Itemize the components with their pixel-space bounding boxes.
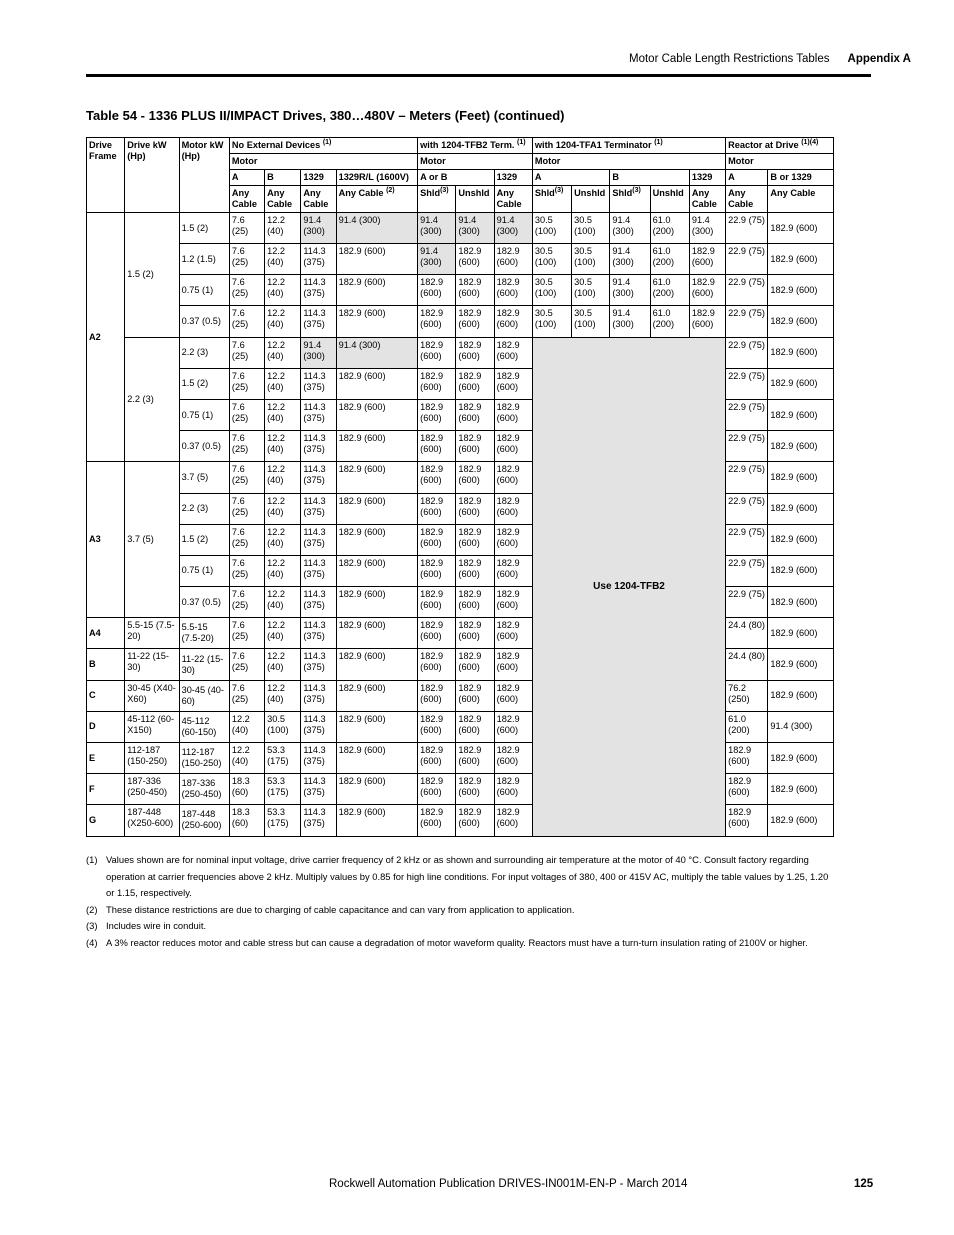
frame-a2: A2 [87, 213, 125, 462]
table-cell: 53.3 (175) [265, 774, 301, 805]
table-cell: 182.9 (600) [494, 306, 532, 337]
table-cell: 182.9 (600) [336, 587, 418, 618]
table-cell: 182.9 (600) [456, 275, 494, 306]
table-cell: 22.9 (75) [726, 555, 768, 586]
table-cell: 7.6 (25) [229, 337, 264, 368]
table-cell: 182.9 (600) [456, 244, 494, 275]
table-cell: 7.6 (25) [229, 493, 264, 524]
table-cell: 182.9 (600) [418, 743, 456, 774]
table-cell: 22.9 (75) [726, 337, 768, 368]
table-cell: 182.9 (600) [336, 555, 418, 586]
table-cell: 182.9 (600) [726, 743, 768, 774]
motor-b-or-1329: B or 1329 [768, 170, 834, 186]
table-cell: 182.9 (600) [336, 774, 418, 805]
table-cell: 12.2 (40) [265, 462, 301, 493]
motor-kw: 0.75 (1) [179, 399, 229, 430]
table-cell: 91.4 (300) [418, 244, 456, 275]
table-cell: 182.9 (600) [456, 743, 494, 774]
motor-kw: 0.37 (0.5) [179, 431, 229, 462]
table-title: Table 54 - 1336 PLUS II/IMPACT Drives, 380…480V – Meters (Feet) (continued) [86, 108, 565, 123]
col-drive-kw: Drive kW (Hp) [125, 138, 179, 213]
motor-kw: 0.37 (0.5) [179, 306, 229, 337]
table-cell: 12.2 (40) [229, 743, 264, 774]
table-cell: 182.9 (600) [456, 493, 494, 524]
table-row [87, 244, 834, 275]
table-cell: 91.4 (300) [610, 275, 650, 306]
table-cell: 182.9 (600) [336, 618, 418, 649]
table-cell: 22.9 (75) [726, 587, 768, 618]
table-cell: 22.9 (75) [726, 399, 768, 430]
frame-f: F [87, 774, 125, 805]
table-cell: 182.9 (600) [768, 774, 834, 805]
use-tfb2-note: Use 1204-TFB2 [532, 337, 725, 836]
table-cell: 12.2 (40) [265, 368, 301, 399]
table-cell: 61.0 (200) [650, 275, 689, 306]
motor-a: A [532, 170, 609, 186]
table-cell: 7.6 (25) [229, 524, 264, 555]
table-cell: 7.6 (25) [229, 368, 264, 399]
table-cell: 7.6 (25) [229, 462, 264, 493]
frame-c: C [87, 680, 125, 711]
table-cell: 182.9 (600) [418, 587, 456, 618]
table-cell: 182.9 (600) [336, 306, 418, 337]
table-cell: 182.9 (600) [456, 399, 494, 430]
table-cell: 12.2 (40) [265, 306, 301, 337]
table-cell: 182.9 (600) [494, 244, 532, 275]
publication-footer: Rockwell Automation Publication DRIVES-IN001M-EN-P - March 2014 [329, 1178, 688, 1190]
table-cell: 182.9 (600) [768, 649, 834, 680]
table-cell: 91.4 (300) [610, 244, 650, 275]
unshld: Unshld [456, 186, 494, 213]
unshld: Unshld [572, 186, 610, 213]
table-cell: 182.9 (600) [336, 711, 418, 742]
table-cell: 182.9 (600) [336, 399, 418, 430]
table-cell: 182.9 (600) [456, 618, 494, 649]
motor-1329: 1329 [494, 170, 532, 186]
col-no-external-devices: No External Devices $^{(1)}$ [229, 138, 417, 154]
motor-kw: 0.37 (0.5) [179, 587, 229, 618]
cable-length-table [86, 137, 834, 837]
drive-kw: 2.2 (3) [125, 337, 179, 462]
table-cell: 114.3 (375) [301, 711, 336, 742]
table-cell: 182.9 (600) [768, 213, 834, 244]
table-cell: 114.3 (375) [301, 524, 336, 555]
table-cell: 182.9 (600) [418, 306, 456, 337]
table-cell: 182.9 (600) [689, 306, 725, 337]
table-cell: 182.9 (600) [494, 399, 532, 430]
table-cell: 61.0 (200) [650, 213, 689, 244]
table-cell: 182.9 (600) [494, 555, 532, 586]
table-cell: 182.9 (600) [494, 711, 532, 742]
table-cell: 182.9 (600) [418, 649, 456, 680]
page-number: 125 [854, 1178, 874, 1190]
drive-kw: 187-336 (250-450) [125, 774, 179, 805]
table-cell: 114.3 (375) [301, 774, 336, 805]
section-title: Motor Cable Length Restrictions Tables [629, 53, 830, 65]
table-cell: 182.9 (600) [418, 275, 456, 306]
table-cell: 7.6 (25) [229, 306, 264, 337]
table-cell: 182.9 (600) [418, 680, 456, 711]
motor-kw: 1.2 (1.5) [179, 244, 229, 275]
motor-label: Motor [229, 154, 417, 170]
table-cell: 182.9 (600) [456, 555, 494, 586]
table-cell: 182.9 (600) [336, 649, 418, 680]
table-cell: 12.2 (40) [265, 244, 301, 275]
table-cell: 53.3 (175) [265, 805, 301, 836]
table-row [87, 213, 834, 244]
table-cell: 182.9 (600) [418, 555, 456, 586]
table-cell: 182.9 (600) [418, 805, 456, 836]
table-cell: 114.3 (375) [301, 680, 336, 711]
table-cell: 182.9 (600) [768, 618, 834, 649]
table-cell: 91.4 (300) [336, 213, 418, 244]
motor-kw: 45-112 (60-150) [179, 711, 229, 742]
table-row [87, 337, 834, 368]
col-drive-frame: Drive Frame [87, 138, 125, 213]
table-cell: 30.5 (100) [572, 213, 610, 244]
table-cell: 182.9 (600) [768, 462, 834, 493]
table-cell: 182.9 (600) [336, 680, 418, 711]
frame-e: E [87, 743, 125, 774]
footnote: (3) Includes wire in conduit. [86, 920, 207, 931]
table-cell: 12.2 (40) [265, 399, 301, 430]
table-cell: 114.3 (375) [301, 618, 336, 649]
table-cell: 182.9 (600) [768, 431, 834, 462]
footnote: (2) These distance restrictions are due to charging of cable capacitance and can vary from application to application. [86, 903, 575, 915]
table-cell: 182.9 (600) [456, 711, 494, 742]
motor-kw: 5.5-15 (7.5-20) [179, 618, 229, 649]
table-cell: 12.2 (40) [265, 524, 301, 555]
table-cell: 182.9 (600) [494, 337, 532, 368]
table-cell: 182.9 (600) [494, 493, 532, 524]
table-cell: 182.9 (600) [336, 431, 418, 462]
table-cell: 182.9 (600) [768, 399, 834, 430]
table-cell: 182.9 (600) [418, 524, 456, 555]
drive-kw: 1.5 (2) [125, 213, 179, 338]
motor-kw: 187-448 (250-600) [179, 805, 229, 836]
table-cell: 182.9 (600) [456, 368, 494, 399]
table-cell: 91.4 (300) [301, 337, 336, 368]
motor-kw: 11-22 (15-30) [179, 649, 229, 680]
table-cell: 182.9 (600) [456, 306, 494, 337]
col-tfb2: with 1204-TFB2 Term. $^{(1)}$ [418, 138, 533, 154]
table-cell: 182.9 (600) [689, 244, 725, 275]
frame-a4: A4 [87, 618, 125, 649]
table-cell: 182.9 (600) [768, 555, 834, 586]
shld: Shld$^{(3)}$ [610, 186, 650, 213]
table-cell: 182.9 (600) [418, 399, 456, 430]
table-cell: 24.4 (80) [726, 649, 768, 680]
table-cell: 22.9 (75) [726, 306, 768, 337]
table-cell: 53.3 (175) [265, 743, 301, 774]
table-cell: 182.9 (600) [336, 275, 418, 306]
motor-kw: 0.75 (1) [179, 275, 229, 306]
drive-kw: 11-22 (15-30) [125, 649, 179, 680]
table-cell: 7.6 (25) [229, 618, 264, 649]
table-cell: 114.3 (375) [301, 649, 336, 680]
table-cell: 114.3 (375) [301, 275, 336, 306]
table-cell: 182.9 (600) [768, 680, 834, 711]
table-cell: 114.3 (375) [301, 587, 336, 618]
table-cell: 30.5 (100) [532, 213, 571, 244]
drive-kw: 45-112 (60-X150) [125, 711, 179, 742]
table-cell: 182.9 (600) [418, 618, 456, 649]
table-cell: 182.9 (600) [418, 711, 456, 742]
table-cell: 22.9 (75) [726, 462, 768, 493]
footnote: (1) Values shown are for nominal input voltage, drive carrier frequency of 2 kHz or as shown and surrounding air temperature at the motor of 40 °C. Consult factory regarding operation at carrier frequencies above 2 kHz. Multiply values by 0.85 for high line conditions. For input voltages of 380, 400 or 415V AC, multiply the table values by 1.25, 1.20 or 1.15, respectively. [86, 854, 829, 898]
table-cell: 182.9 (600) [494, 774, 532, 805]
table-cell: 22.9 (75) [726, 431, 768, 462]
table-cell: 91.4 (300) [689, 213, 725, 244]
table-cell: 7.6 (25) [229, 244, 264, 275]
table-cell: 182.9 (600) [456, 337, 494, 368]
table-cell: 22.9 (75) [726, 524, 768, 555]
drive-kw: 30-45 (X40-X60) [125, 680, 179, 711]
table-cell: 182.9 (600) [689, 275, 725, 306]
table-cell: 91.4 (300) [336, 337, 418, 368]
footnotes [86, 852, 834, 951]
table-cell: 114.3 (375) [301, 306, 336, 337]
table-cell: 12.2 (40) [265, 587, 301, 618]
header-rule [86, 74, 871, 77]
table-cell: 7.6 (25) [229, 399, 264, 430]
any-cable: Any Cable [768, 186, 834, 213]
frame-b: B [87, 649, 125, 680]
drive-kw: 3.7 (5) [125, 462, 179, 618]
motor-1329: 1329 [301, 170, 336, 186]
table-cell: 114.3 (375) [301, 555, 336, 586]
table-cell: 182.9 (600) [494, 805, 532, 836]
table-cell: 18.3 (60) [229, 774, 264, 805]
motor-kw: 1.5 (2) [179, 368, 229, 399]
table-cell: 182.9 (600) [494, 368, 532, 399]
table-cell: 182.9 (600) [418, 368, 456, 399]
table-cell: 182.9 (600) [768, 587, 834, 618]
table-cell: 182.9 (600) [494, 649, 532, 680]
table-cell: 182.9 (600) [456, 524, 494, 555]
col-motor-kw: Motor kW (Hp) [179, 138, 229, 213]
table-cell: 182.9 (600) [418, 493, 456, 524]
table-cell: 182.9 (600) [456, 805, 494, 836]
table-cell: 30.5 (100) [572, 306, 610, 337]
drive-kw: 187-448 (X250-600) [125, 805, 179, 836]
table-cell: 7.6 (25) [229, 275, 264, 306]
motor-kw: 2.2 (3) [179, 337, 229, 368]
table-cell: 30.5 (100) [265, 711, 301, 742]
table-cell: 182.9 (600) [336, 524, 418, 555]
motor-label: Motor [726, 154, 834, 170]
table-cell: 91.4 (300) [418, 213, 456, 244]
any-cable: Any Cable [265, 186, 301, 213]
table-cell: 182.9 (600) [726, 805, 768, 836]
table-cell: 76.2 (250) [726, 680, 768, 711]
table-cell: 182.9 (600) [494, 587, 532, 618]
footnote: (4) A 3% reactor reduces motor and cable stress but can cause a degradation of motor waveform quality. Reactors must have a turn-turn insulation rating of 2100V or higher. [86, 936, 808, 948]
table-cell: 7.6 (25) [229, 213, 264, 244]
table-cell: 7.6 (25) [229, 555, 264, 586]
table-cell: 182.9 (600) [768, 524, 834, 555]
table-cell: 182.9 (600) [768, 275, 834, 306]
table-cell: 182.9 (600) [418, 774, 456, 805]
col-tfa1: with 1204-TFA1 Terminator $^{(1)}$ [532, 138, 725, 154]
table-cell: 182.9 (600) [456, 649, 494, 680]
table-cell: 12.2 (40) [265, 431, 301, 462]
table-cell: 18.3 (60) [229, 805, 264, 836]
table-cell: 91.4 (300) [456, 213, 494, 244]
table-cell: 7.6 (25) [229, 680, 264, 711]
frame-g: G [87, 805, 125, 836]
table-cell: 182.9 (600) [456, 431, 494, 462]
table-cell: 182.9 (600) [456, 587, 494, 618]
motor-b: B [265, 170, 301, 186]
table-cell: 182.9 (600) [768, 493, 834, 524]
table-cell: 182.9 (600) [768, 306, 834, 337]
table-cell: 182.9 (600) [456, 680, 494, 711]
unshld: Unshld [650, 186, 689, 213]
table-cell: 91.4 (300) [494, 213, 532, 244]
table-cell: 12.2 (40) [265, 680, 301, 711]
table-cell: 24.4 (80) [726, 618, 768, 649]
table-cell: 30.5 (100) [572, 244, 610, 275]
table-cell: 182.9 (600) [336, 368, 418, 399]
table-cell: 114.3 (375) [301, 244, 336, 275]
table-cell: 12.2 (40) [229, 711, 264, 742]
frame-a3: A3 [87, 462, 125, 618]
table-cell: 114.3 (375) [301, 368, 336, 399]
table-cell: 114.3 (375) [301, 431, 336, 462]
table-cell: 114.3 (375) [301, 399, 336, 430]
table-cell: 91.4 (300) [610, 213, 650, 244]
motor-1329rl: 1329R/L (1600V) [336, 170, 418, 186]
any-cable: Any Cable [726, 186, 768, 213]
table-cell: 182.9 (600) [494, 680, 532, 711]
table-cell: 182.9 (600) [494, 275, 532, 306]
table-cell: 182.9 (600) [494, 618, 532, 649]
header-row-1 [87, 138, 834, 154]
table-cell: 182.9 (600) [768, 244, 834, 275]
motor-a: A [229, 170, 264, 186]
table-cell: 12.2 (40) [265, 275, 301, 306]
motor-kw: 1.5 (2) [179, 524, 229, 555]
any-cable: Any Cable [301, 186, 336, 213]
table-cell: 22.9 (75) [726, 493, 768, 524]
table-cell: 114.3 (375) [301, 805, 336, 836]
table-cell: 12.2 (40) [265, 649, 301, 680]
col-reactor: Reactor at Drive $^{(1)(4)}$ [726, 138, 834, 154]
table-cell: 182.9 (600) [494, 462, 532, 493]
motor-1329: 1329 [689, 170, 725, 186]
table-row [87, 275, 834, 306]
table-cell: 182.9 (600) [336, 462, 418, 493]
table-cell: 22.9 (75) [726, 213, 768, 244]
table-cell: 182.9 (600) [418, 431, 456, 462]
table-cell: 182.9 (600) [768, 368, 834, 399]
table-cell: 91.4 (300) [301, 213, 336, 244]
table-cell: 30.5 (100) [572, 275, 610, 306]
drive-kw: 5.5-15 (7.5-20) [125, 618, 179, 649]
table-cell: 7.6 (25) [229, 431, 264, 462]
table-cell: 114.3 (375) [301, 743, 336, 774]
frame-d: D [87, 711, 125, 742]
table-cell: 22.9 (75) [726, 244, 768, 275]
table-cell: 182.9 (600) [456, 462, 494, 493]
table-cell: 182.9 (600) [336, 493, 418, 524]
table-cell: 30.5 (100) [532, 244, 571, 275]
table-cell: 22.9 (75) [726, 368, 768, 399]
any-cable: Any Cable [229, 186, 264, 213]
table-cell: 91.4 (300) [768, 711, 834, 742]
motor-label: Motor [532, 154, 725, 170]
table-cell: 12.2 (40) [265, 213, 301, 244]
running-header [629, 53, 911, 65]
table-cell: 182.9 (600) [336, 743, 418, 774]
table-cell: 182.9 (600) [418, 462, 456, 493]
table-cell: 182.9 (600) [494, 431, 532, 462]
table-cell: 7.6 (25) [229, 587, 264, 618]
table-cell: 61.0 (200) [650, 244, 689, 275]
motor-b: B [610, 170, 690, 186]
shld: Shld$^{(3)}$ [418, 186, 456, 213]
table-cell: 182.9 (600) [494, 743, 532, 774]
table-cell: 182.9 (600) [418, 337, 456, 368]
appendix-label: Appendix A [847, 53, 911, 65]
table-cell: 91.4 (300) [610, 306, 650, 337]
table-row [87, 306, 834, 337]
any-cable: Any Cable [494, 186, 532, 213]
table-cell: 61.0 (200) [650, 306, 689, 337]
motor-a-or-b: A or B [418, 170, 494, 186]
table-cell: 12.2 (40) [265, 337, 301, 368]
table-cell: 182.9 (600) [336, 805, 418, 836]
motor-kw: 30-45 (40-60) [179, 680, 229, 711]
table-cell: 182.9 (600) [494, 524, 532, 555]
table-cell: 12.2 (40) [265, 555, 301, 586]
table-cell: 182.9 (600) [768, 743, 834, 774]
table-cell: 182.9 (600) [726, 774, 768, 805]
motor-a: A [726, 170, 768, 186]
table-cell: 182.9 (600) [456, 774, 494, 805]
motor-kw: 0.75 (1) [179, 555, 229, 586]
motor-kw: 2.2 (3) [179, 493, 229, 524]
table-cell: 22.9 (75) [726, 275, 768, 306]
table-cell: 7.6 (25) [229, 649, 264, 680]
table-cell: 182.9 (600) [336, 244, 418, 275]
table-cell: 182.9 (600) [768, 805, 834, 836]
table-cell: 12.2 (40) [265, 618, 301, 649]
table-cell: 12.2 (40) [265, 493, 301, 524]
any-cable: Any Cable $^{(2)}$ [336, 186, 418, 213]
any-cable: Any Cable [689, 186, 725, 213]
shld: Shld$^{(3)}$ [532, 186, 571, 213]
motor-kw: 112-187 (150-250) [179, 743, 229, 774]
table-cell: 30.5 (100) [532, 275, 571, 306]
table-cell: 61.0 (200) [726, 711, 768, 742]
motor-kw: 3.7 (5) [179, 462, 229, 493]
table-cell: 30.5 (100) [532, 306, 571, 337]
table-cell: 182.9 (600) [768, 337, 834, 368]
drive-kw: 112-187 (150-250) [125, 743, 179, 774]
table-cell: 114.3 (375) [301, 493, 336, 524]
table-cell: 114.3 (375) [301, 462, 336, 493]
motor-kw: 1.5 (2) [179, 213, 229, 244]
motor-kw: 187-336 (250-450) [179, 774, 229, 805]
motor-label: Motor [418, 154, 533, 170]
